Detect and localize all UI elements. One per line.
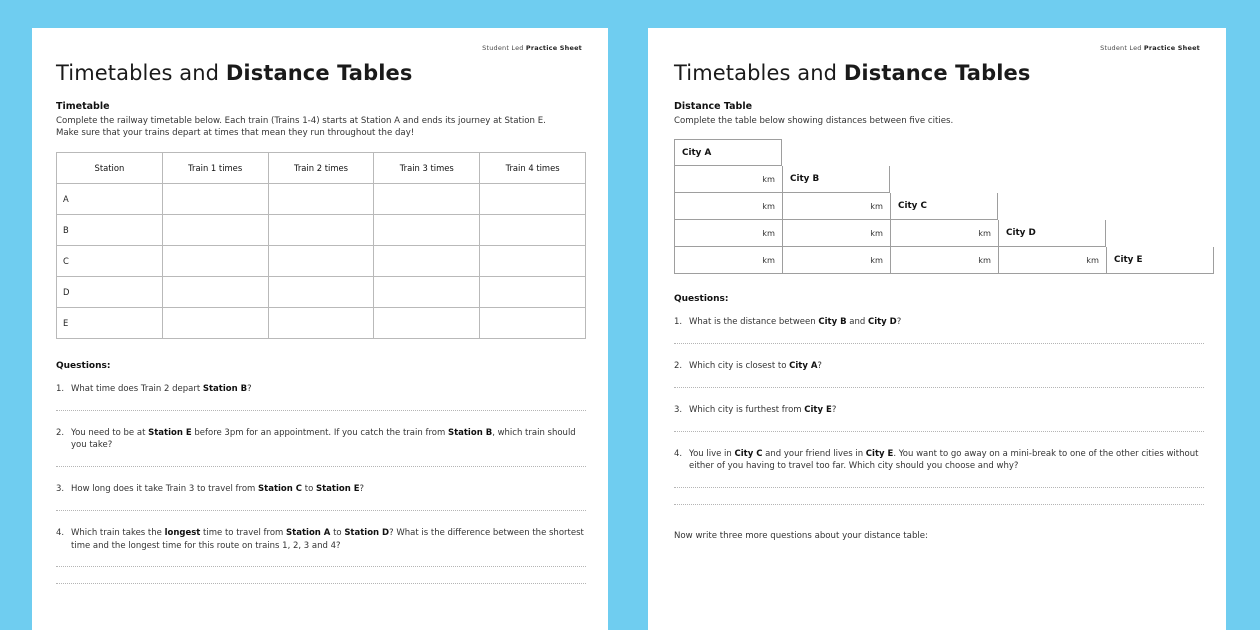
timetable-col-header-3: Train 3 times bbox=[374, 152, 480, 183]
question-text: What is the distance between City B and City D? bbox=[689, 317, 902, 328]
timetable-col-header-4: Train 4 times bbox=[480, 152, 586, 183]
timetable-blank-cell[interactable] bbox=[480, 276, 586, 307]
distance-table-row bbox=[674, 220, 1204, 247]
question-item bbox=[56, 527, 586, 553]
question-text: You live in City C and your friend lives in City E. You want to go away on a mini-break to one of the other cities without either of you having to travel too far. Which city should you choose and why? bbox=[689, 448, 1199, 472]
page-title-left bbox=[56, 61, 586, 85]
page-title-right bbox=[674, 61, 1204, 85]
distance-city-label: City D bbox=[998, 220, 1106, 247]
question-text: What time does Train 2 depart Station B? bbox=[71, 383, 252, 394]
answer-line[interactable] bbox=[674, 387, 1204, 388]
distance-km-cell[interactable]: km bbox=[998, 247, 1106, 274]
timetable-header-row bbox=[57, 152, 586, 183]
question-item bbox=[674, 316, 1204, 329]
timetable-row bbox=[57, 245, 586, 276]
question-text: You need to be at Station E before 3pm for an appointment. If you catch the train from Station B, which train should you take? bbox=[71, 427, 576, 451]
answer-line[interactable] bbox=[674, 343, 1204, 344]
closing-note: Now write three more questions about your distance table: bbox=[674, 531, 928, 542]
distance-km-cell[interactable]: km bbox=[890, 247, 998, 274]
timetable-blank-cell[interactable] bbox=[268, 307, 374, 338]
timetable-row bbox=[57, 183, 586, 214]
distance-table-row bbox=[674, 166, 1204, 193]
question-number: 3. bbox=[674, 404, 683, 415]
timetable-blank-cell[interactable] bbox=[162, 276, 268, 307]
timetable-blank-cell[interactable] bbox=[480, 307, 586, 338]
timetable-blank-cell[interactable] bbox=[162, 245, 268, 276]
timetable-blank-cell[interactable] bbox=[480, 245, 586, 276]
distance-city-label: City C bbox=[890, 193, 998, 220]
distance-km-cell[interactable]: km bbox=[782, 220, 890, 247]
question-text: Which city is closest to City A? bbox=[689, 361, 822, 372]
timetable-row bbox=[57, 214, 586, 245]
page-title-bold: Distance Tables bbox=[843, 61, 1031, 85]
distance-table-row bbox=[674, 139, 1204, 166]
distance-city-label: City B bbox=[782, 166, 890, 193]
question-number: 4. bbox=[674, 448, 683, 459]
page-title-regular: Timetables and bbox=[674, 61, 844, 85]
timetable-blank-cell[interactable] bbox=[162, 183, 268, 214]
question-item bbox=[56, 483, 586, 496]
question-number: 2. bbox=[56, 427, 65, 438]
distance-km-cell[interactable]: km bbox=[674, 193, 782, 220]
page-title-regular: Timetables and bbox=[56, 61, 226, 85]
question-item bbox=[674, 404, 1204, 417]
question-number: 1. bbox=[56, 383, 65, 394]
branding-strong: Practice Sheet bbox=[525, 44, 582, 52]
branding-strong: Practice Sheet bbox=[1143, 44, 1200, 52]
timetable-blank-cell[interactable] bbox=[480, 214, 586, 245]
timetable-station-label: E bbox=[57, 307, 163, 338]
distance-km-cell[interactable]: km bbox=[674, 220, 782, 247]
timetable-blank-cell[interactable] bbox=[374, 276, 480, 307]
answer-line[interactable] bbox=[56, 583, 586, 584]
timetable-blank-cell[interactable] bbox=[374, 183, 480, 214]
timetable-blank-cell[interactable] bbox=[268, 276, 374, 307]
answer-line[interactable] bbox=[674, 487, 1204, 488]
distance-section-heading: Distance Table bbox=[674, 101, 753, 112]
distance-table-row bbox=[674, 193, 1204, 220]
answer-line[interactable] bbox=[56, 566, 586, 567]
distance-km-cell[interactable]: km bbox=[674, 166, 782, 193]
question-item bbox=[56, 427, 586, 453]
distance-section-intro: Complete the table below showing distances between five cities. bbox=[674, 116, 954, 126]
timetable-blank-cell[interactable] bbox=[374, 214, 480, 245]
question-text: How long does it take Train 3 to travel from Station C to Station E? bbox=[71, 484, 365, 495]
timetable-blank-cell[interactable] bbox=[374, 307, 480, 338]
branding-left bbox=[56, 44, 582, 53]
answer-line[interactable] bbox=[56, 410, 586, 411]
timetable-blank-cell[interactable] bbox=[268, 245, 374, 276]
worksheet-page-left bbox=[32, 28, 608, 630]
questions-heading-right: Questions: bbox=[674, 294, 729, 305]
question-number: 1. bbox=[674, 317, 683, 328]
answer-line[interactable] bbox=[56, 510, 586, 511]
question-item bbox=[674, 360, 1204, 373]
worksheet-page-right bbox=[648, 28, 1226, 630]
timetable-section-intro: Complete the railway timetable below. Each train (Trains 1-4) starts at Station A and ends its journey at Station E. Make sure that your trains depart at times that mean they run throughout the day! bbox=[56, 116, 546, 139]
question-item bbox=[674, 448, 1204, 474]
answer-line[interactable] bbox=[56, 466, 586, 467]
timetable-section-heading: Timetable bbox=[56, 101, 110, 112]
branding-prefix: Student Led bbox=[482, 44, 526, 52]
distance-table bbox=[674, 139, 1204, 274]
timetable-blank-cell[interactable] bbox=[162, 214, 268, 245]
timetable-row bbox=[57, 307, 586, 338]
distance-km-cell[interactable]: km bbox=[674, 247, 782, 274]
question-number: 2. bbox=[674, 361, 683, 372]
timetable-col-header-1: Train 1 times bbox=[162, 152, 268, 183]
distance-km-cell[interactable]: km bbox=[890, 220, 998, 247]
distance-city-label: City E bbox=[1106, 247, 1214, 274]
timetable-station-label: C bbox=[57, 245, 163, 276]
question-number: 3. bbox=[56, 484, 65, 495]
answer-line[interactable] bbox=[674, 504, 1204, 505]
distance-km-cell[interactable]: km bbox=[782, 193, 890, 220]
question-text: Which city is furthest from City E? bbox=[689, 404, 837, 415]
timetable-blank-cell[interactable] bbox=[374, 245, 480, 276]
timetable-station-label: D bbox=[57, 276, 163, 307]
timetable-station-label: A bbox=[57, 183, 163, 214]
distance-table-row bbox=[674, 247, 1204, 274]
page-title-bold: Distance Tables bbox=[225, 61, 413, 85]
questions-heading-left: Questions: bbox=[56, 360, 111, 371]
timetable-station-label: B bbox=[57, 214, 163, 245]
timetable-col-header-2: Train 2 times bbox=[268, 152, 374, 183]
timetable-row bbox=[57, 276, 586, 307]
distance-city-label: City A bbox=[674, 139, 782, 166]
distance-km-cell[interactable]: km bbox=[782, 247, 890, 274]
timetable-blank-cell[interactable] bbox=[268, 214, 374, 245]
timetable-table bbox=[56, 152, 586, 339]
question-text: Which train takes the longest time to travel from Station A to Station D? What is the difference between the shortest time and the longest time for this route on trains 1, 2, 3 and 4? bbox=[71, 527, 584, 551]
timetable-blank-cell[interactable] bbox=[162, 307, 268, 338]
timetable-col-header-0: Station bbox=[57, 152, 163, 183]
question-item bbox=[56, 383, 586, 396]
branding-right bbox=[674, 44, 1200, 53]
answer-line[interactable] bbox=[674, 431, 1204, 432]
timetable-blank-cell[interactable] bbox=[268, 183, 374, 214]
timetable-blank-cell[interactable] bbox=[480, 183, 586, 214]
question-number: 4. bbox=[56, 527, 65, 538]
branding-prefix: Student Led bbox=[1100, 44, 1144, 52]
